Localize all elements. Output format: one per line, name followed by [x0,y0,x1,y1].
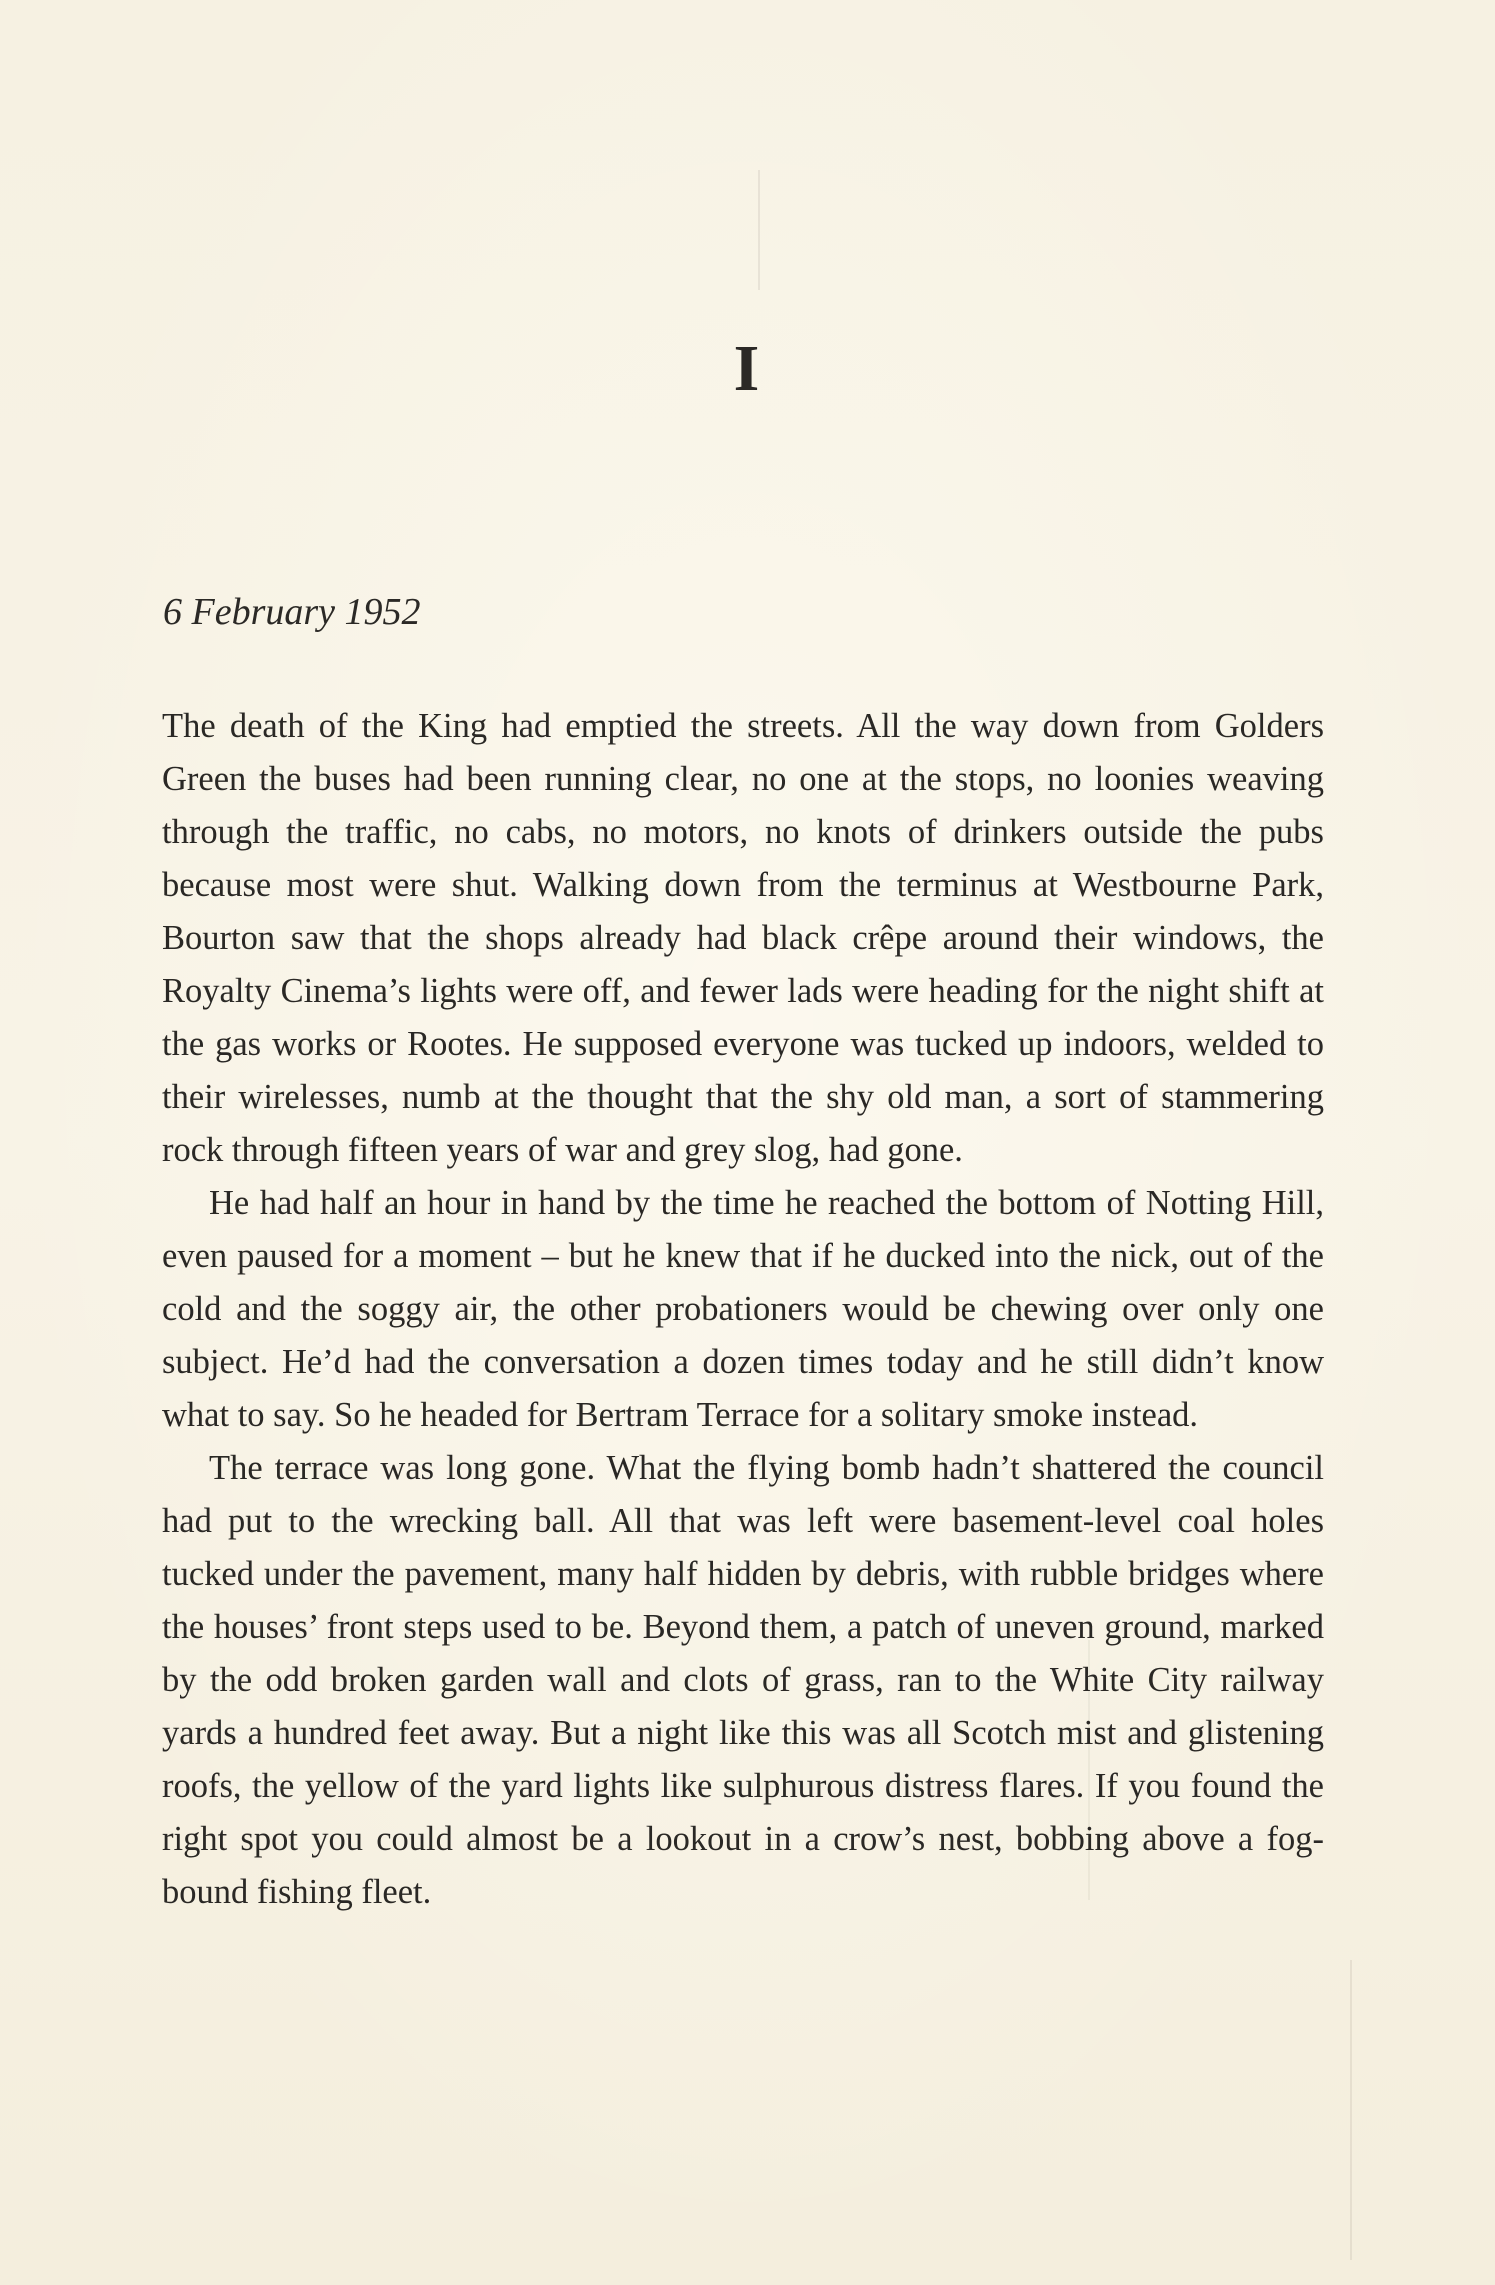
paragraph: The terrace was long gone. What the flying bomb hadn’t shattered the council had put to the wrecking ball. All that was left were basement-level coal holes tucked under the pavement, many half hidden by debris, with rubble bridges where the houses’ front steps used to be. Beyond them, a patch of uneven ground, marked by the odd broken garden wall and clots of grass, ran to the White City railway yards a hundred feet away. But a night like this was all Scotch mist and glistening roofs, the yellow of the yard lights like sulphurous distress flares. If you found the right spot you could almost be a lookout in a crow’s nest, bobbing above a fog-bound fishing fleet. [162,1449,1324,1911]
paragraph: The death of the King had emptied the streets. All the way down from Golders Green the buses had been running clear, no one at the stops, no loonies weaving through the traffic, no cabs, no motors, no knots of drinkers outside the pubs because most were shut. Walking down from the terminus at Westbourne Park, Bourton saw that the shops already had black crêpe around their windows, the Royalty Cinema’s lights were off, and fewer lads were heading for the night shift at the gas works or Rootes. He supposed everyone was tucked up indoors, welded to their wirelesses, numb at the thought that the shy old man, a sort of stammering rock through fifteen years of war and grey slog, had gone. [162,707,1324,1169]
chapter-dateline: 6 February 1952 [163,591,421,633]
chapter-body [162,700,1324,1919]
scan-artifact-line [758,170,760,290]
scan-artifact-line [1350,1960,1352,2260]
paragraph: He had half an hour in hand by the time he reached the bottom of Notting Hill, even paused for a moment – but he knew that if he ducked into the nick, out of the cold and the soggy air, the other probationers would be chewing over only one subject. He’d had the conversation a dozen times today and he still didn’t know what to say. So he headed for Bertram Terrace for a solitary smoke instead. [162,1184,1324,1434]
chapter-number: I [733,332,762,406]
